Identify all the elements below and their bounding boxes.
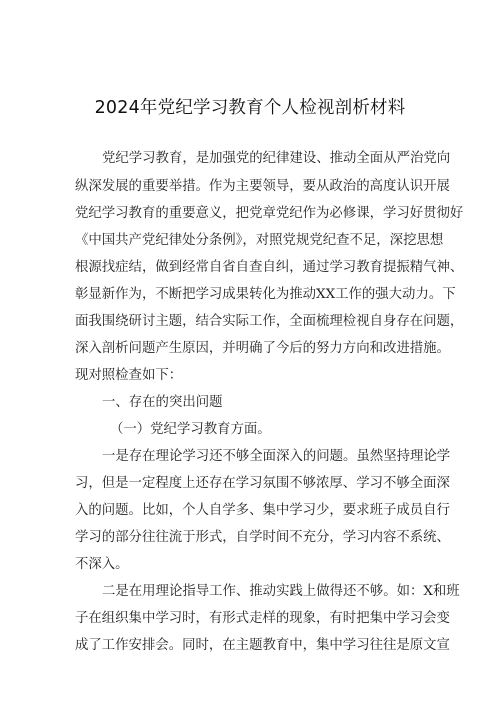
paragraph-line: 现对照检查如下： xyxy=(75,368,183,383)
paragraph-line: 纵深发展的重要举措。作为主要领导，要从政治的高度认识开展 xyxy=(75,179,450,194)
paragraph-line: 入的问题。比如，个人自学多、集中学习少，要求班子成员自行 xyxy=(75,503,450,518)
paragraph-line: 子在组织集中学习时，有形式走样的现象，有时把集中学习会变 xyxy=(75,611,450,626)
paragraph-line: 彰显新作为，不断把学习成果转化为推动XX工作的强大动力。下 xyxy=(75,287,456,302)
document-title: 2024年党纪学习教育个人检视剖析材料 xyxy=(94,98,406,118)
paragraph-line: 党纪学习教育的重要意义，把党章党纪作为必修课，学习好贯彻好 xyxy=(75,206,464,221)
paragraph-line: 《中国共产党纪律处分条例》，对照党规党纪查不足，深挖思想 xyxy=(75,233,444,248)
paragraph-line: 一是存在理论学习还不够全面深入的问题。虽然坚持理论学 xyxy=(102,449,451,464)
paragraph-line: 党纪学习教育，是加强党的纪律建设、推动全面从严治党向 xyxy=(102,151,451,166)
paragraph-line: 学习的部分往往流于形式，自学时间不充分，学习内容不系统、 xyxy=(75,530,450,545)
paragraph-line: 深入剖析问题产生原因，并明确了今后的努力方向和改进措施。 xyxy=(75,341,450,356)
paragraph-line: 二是在用理论指导工作、推动实践上做得还不够。如：X和班 xyxy=(102,584,460,599)
paragraph-line: 习，但是一定程度上还存在学习氛围不够浓厚、学习不够全面深 xyxy=(75,476,450,491)
paragraph-line: 不深入。 xyxy=(75,557,129,572)
paragraph-line: 根源找症结，做到经常自省自查自纠，通过学习教育提振精气神、 xyxy=(75,260,464,275)
paragraph-line: 面我围绕研讨主题，结合实际工作，全面梳理检视自身存在问题， xyxy=(75,314,464,329)
subsection-heading: （一）党纪学习教育方面。 xyxy=(110,422,271,437)
paragraph-line: 成了工作安排会。同时，在主题教育中，集中学习往往是原文宣 xyxy=(75,638,450,653)
section-heading: 一、存在的突出问题 xyxy=(102,395,223,410)
